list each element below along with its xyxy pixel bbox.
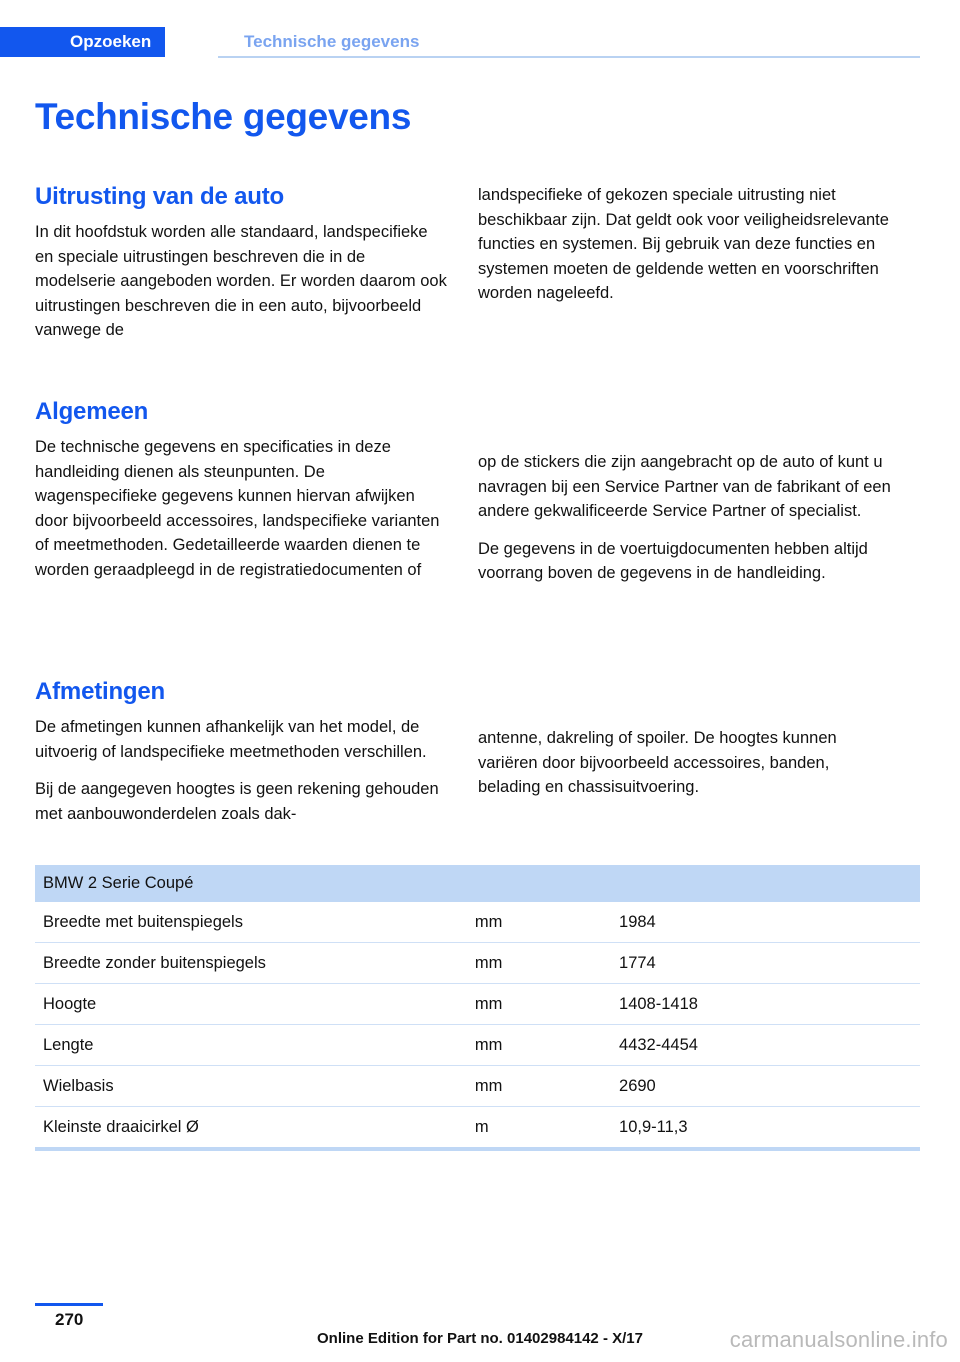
dimensions-table xyxy=(35,865,920,1151)
table-header-row xyxy=(35,865,920,902)
table-row xyxy=(35,1025,920,1066)
table-cell-unit: mm xyxy=(467,943,611,984)
section-paragraph: Bij de aangegeven hoogtes is geen rekening gehouden met aanbouwonderdelen zoals dak- xyxy=(35,780,439,823)
table-cell-value: 1408-1418 xyxy=(611,984,920,1025)
section-algemeen-left-column xyxy=(35,398,448,582)
running-header-chapter-label: Technische gegevens xyxy=(244,32,420,51)
page-title: Technische gegevens xyxy=(35,96,412,137)
section-paragraph: In dit hoofdstuk worden alle standaard, landspecifieke en speciale uitrustingen beschreven die in de modelserie aangeboden worden. Er worden daarom ook uitrustingen beschreven die in een auto, bijvoorbeeld vanwege de xyxy=(35,223,447,339)
table-cell-label: Lengte xyxy=(35,1025,467,1066)
footer-divider xyxy=(35,1303,103,1306)
table-cell-label: Breedte zonder buitenspiegels xyxy=(35,943,467,984)
running-header-section-tab: Opzoeken xyxy=(0,27,165,57)
table-cell-value: 2690 xyxy=(611,1066,920,1107)
table-cell-value: 1774 xyxy=(611,943,920,984)
section-afmetingen-left-column xyxy=(35,678,448,826)
table-cell-label: Breedte met buitenspiegels xyxy=(35,902,467,943)
section-paragraph: De gegevens in de voertuigdocumenten hebben altijd voorrang boven de gegevens in de handleiding. xyxy=(478,539,868,582)
table-cell-label: Hoogte xyxy=(35,984,467,1025)
watermark: carmanualsonline.info xyxy=(729,1327,948,1352)
table-cell-label: Kleinste draaicirkel Ø xyxy=(35,1107,467,1150)
section-heading-afmetingen: Afmetingen xyxy=(35,678,166,705)
table-cell-unit: mm xyxy=(467,902,611,943)
table-row xyxy=(35,943,920,984)
running-header-divider xyxy=(218,56,920,58)
edition-note: Online Edition for Part no. 01402984142 - X/17 xyxy=(317,1330,643,1347)
section-paragraph: De afmetingen kunnen afhankelijk van het model, de uitvoerig of landspecifieke meetmethoden verschillen. xyxy=(35,718,427,761)
table-cell-unit: mm xyxy=(467,1025,611,1066)
table-header-title: BMW 2 Serie Coupé xyxy=(35,865,920,902)
section-heading-uitrusting: Uitrusting van de auto xyxy=(35,183,284,210)
running-header xyxy=(0,27,960,57)
table-row xyxy=(35,902,920,943)
table-cell-unit: mm xyxy=(467,984,611,1025)
section-paragraph: landspecifieke of gekozen speciale uitrusting niet beschikbaar zijn. Dat geldt ook voor veiligheidsrelevante functies en systemen. Bij gebruik van deze functies en systemen moeten de geldende wetten en voorschriften worden nageleefd. xyxy=(478,186,889,302)
section-paragraph: op de stickers die zijn aangebracht op de auto of kunt u navragen bij een Service Partner van de fabrikant of een andere gekwalificeerde Service Partner of specialist. xyxy=(478,453,891,520)
section-afmetingen-right-column xyxy=(478,726,891,800)
table-cell-unit: mm xyxy=(467,1066,611,1107)
dimensions-table-body xyxy=(35,865,920,1149)
table-cell-value: 1984 xyxy=(611,902,920,943)
table-row xyxy=(35,1066,920,1107)
section-paragraph: De technische gegevens en specificaties in deze handleiding dienen als steunpunten. De wagenspecifieke gegevens kunnen hiervan afwijken door bijvoorbeeld accessoires, landspecifieke varianten of meetmethoden. Gedetailleerde waarden dienen te worden geraadpleegd in de registratiedocumenten of xyxy=(35,438,440,579)
section-uitrusting-right-column xyxy=(478,183,891,306)
section-algemeen-right-column xyxy=(478,450,891,586)
section-uitrusting-left-column xyxy=(35,183,448,343)
table-row xyxy=(35,1107,920,1150)
table-cell-value: 4432-4454 xyxy=(611,1025,920,1066)
table-row xyxy=(35,984,920,1025)
table-cell-value: 10,9-11,3 xyxy=(611,1107,920,1150)
table-cell-unit: m xyxy=(467,1107,611,1150)
section-heading-algemeen: Algemeen xyxy=(35,398,149,425)
table-cell-label: Wielbasis xyxy=(35,1066,467,1107)
page-number: 270 xyxy=(55,1310,84,1329)
section-paragraph: antenne, dakreling of spoiler. De hoogtes kunnen variëren door bijvoorbeeld accessoires, banden, belading en chassisuitvoering. xyxy=(478,729,837,796)
